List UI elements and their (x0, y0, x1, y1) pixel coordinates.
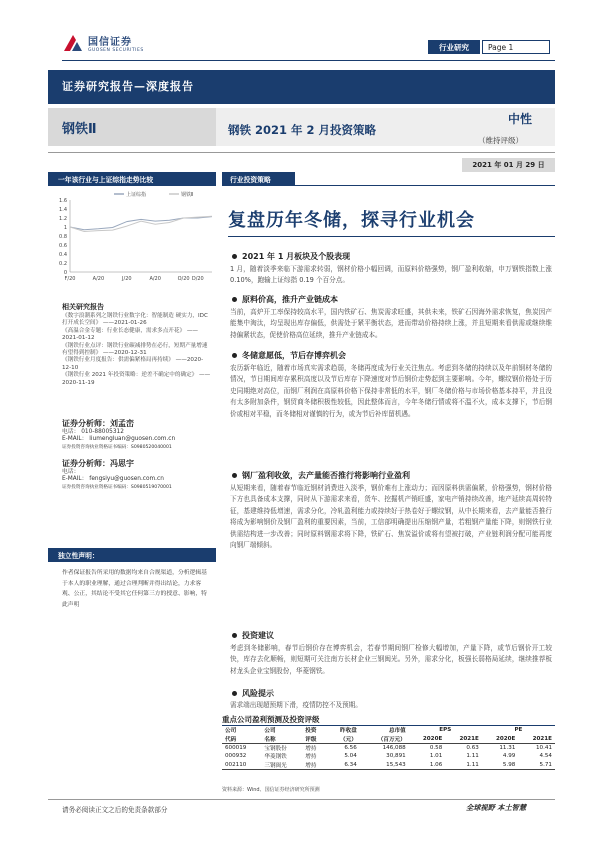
table-header-cell: 代码 (222, 734, 261, 743)
table-header-cell: 2020E (409, 734, 446, 743)
y-tick-label: 0.8 (59, 234, 67, 240)
section-text: 农历新年临近，随着市场真实需求趋弱，冬储再度成为行业关注焦点。考虑到冬储的持续以及年前钢材冬储的情况，节日期间库存累积高度以及节后库存下降速度对节后钢价走势起到主要影响。今年，螺纹钢价格处于历史同期绝对高位，而钢厂利润在高原料价格下保持非常低的水平，钢厂冬储价格与市场价格基本持平，并且没有太多附加条件，钢贸商冬储积极性较低，因此整体而言，今年冬储行情或将不温不火，成本支撑下，节后钢价或相对平稳，而冬储相对谨慎的行为，或为节后补库留机遇。 (230, 364, 552, 418)
table-cell: 6.34 (344, 761, 357, 768)
bullet-icon (232, 691, 237, 696)
table-cell: 0.58 (429, 744, 443, 751)
chart-heading: 一年该行业与上证综指走势比较 (48, 172, 216, 186)
x-tick-label: O/20 (177, 276, 190, 282)
y-tick-label: 0.4 (59, 252, 67, 258)
header-divider (62, 60, 555, 61)
table-cell: 1.06 (429, 761, 443, 768)
table-header-cell: （百万元） (360, 734, 409, 743)
table-cell: 4.54 (539, 753, 552, 760)
x-tick-label: J/20 (122, 276, 132, 282)
table-row (222, 743, 555, 752)
section-text: 需求端出现超预期下滑，疫情防控不及预期。 (230, 701, 362, 709)
analyst-name: 证券分析师：冯思宇 (62, 459, 134, 468)
table-cell: 三钢闽光 (264, 762, 287, 769)
analyst-2 (62, 458, 212, 491)
table-source: 资料来源：Wind、国信证券经济研究所预测 (222, 787, 320, 793)
y-tick-label: 1 (63, 225, 67, 231)
related-item[interactable]: 《钢铁行业点评：钢铁行业碳减排势在必行，短期产量增速有望得到控制》 ——2020-12-31 (62, 342, 208, 357)
table-cell: 11.31 (499, 744, 516, 751)
table-header-cell: 公司 (222, 726, 261, 735)
date-divider (48, 152, 555, 153)
related-item[interactable]: 《钢铁行业月度报告：供需偏紧格局再持续》 ——2020-12-10 (62, 357, 204, 371)
analyst-cert: 证券投资咨询执业资格证书编码：S0980520040001 (62, 444, 172, 450)
bullet-icon (232, 297, 237, 302)
headline-divider (228, 236, 555, 237)
table-cell: 宝钢股份 (264, 745, 287, 752)
table-header-cell: 评级 (302, 734, 327, 743)
logo-en-text: GUOSEN SECURITIES (88, 48, 144, 53)
related-item[interactable]: 《数字浪潮系列之钢铁行业数字化：智能制造 硬实力，IDC 打开成长空间》 ——2021-01-26 (62, 313, 208, 327)
independence-text: 作者保证报告所采用的数据均来自合规渠道，分析逻辑基于本人的职业理解，通过合理判断并得出结论，力求客观、公正，其结论不受其它任何第三方的授意、影响，特此声明 (62, 570, 207, 608)
footer-slogan: 全球视野 本土智慧 (466, 803, 527, 812)
logo-cn-text: 国信证券 (88, 37, 132, 48)
table-header-cell: 2021E (445, 734, 482, 743)
forecast-table (222, 725, 555, 770)
table-header-row (222, 734, 555, 743)
x-tick-label: A/20 (92, 276, 105, 282)
related-list (62, 313, 212, 387)
related-title: 相关研究报告 (62, 303, 104, 311)
table-cell: 1.11 (466, 761, 479, 768)
section-text: 1 月，随着淡季来临下游需求转弱，钢材价格小幅回调，而原料价格强势，钢厂盈利收缩，申万钢铁指数上涨 0.10%，跑输上证综指 0.19 个百分点。 (230, 265, 552, 285)
strategy-tag: 行业投资策略 (222, 172, 295, 185)
legend-label: 上证综指 (126, 192, 147, 198)
related-item[interactable]: 《钢铁行业 2021 年投资策略：逆差不确定中的确定》 ——2020-11-19 (62, 372, 211, 386)
section-text: 从短期来看，随着春节临近钢材消费进入淡季，钢价难有上涨动力；而因原料供需偏紧，价格强势，钢材价格下方也具备成本支撑，同时从下游需求来看，货车、挖掘机产销旺盛，家电产销持续改善，地产延续高周转特征，基建维持低增速，需求分化，冷轧盈利能力或持续好于热卷好于螺纹钢，从中长期来看，去产量能否推行将成为影响钢价及钢厂盈利的重要因素，当前，工信部明确提出压缩钢产量，若粗钢产量能下降，则钢铁行业供需结构进一步改善；同时原料钢需求将下降，铁矿石、焦炭溢价或将有望被打破，产业链利润分配可能再度向钢厂端倾斜。 (230, 484, 552, 550)
section-text: 当前，高炉开工率保持较高水平，国内铁矿石、焦炭需求旺盛，其供未来，铁矿石因海外需求恢复，焦炭因产能集中淘汰，均呈现出库存偏低，供需处于紧平衡状态，进而带动价格持续上涨，并且短期来看供需或继续维持偏紧状态，促使价格高位延续，推升产业链成本。 (230, 308, 552, 339)
page-number: Page 1 (482, 40, 550, 54)
table-header-cell: 投资 (302, 726, 327, 735)
report-type-tag: 行业研究 (428, 40, 480, 54)
sector-name: 钢铁Ⅱ (62, 122, 97, 137)
table-header-cell: EPS (409, 726, 482, 735)
table-cell: 增持 (305, 762, 317, 769)
table-header-cell: 名称 (261, 734, 302, 743)
x-tick-label: F/20 (64, 276, 76, 282)
analyst-1 (62, 418, 212, 451)
logo-mark-icon (62, 33, 84, 53)
y-tick-label: 0.6 (59, 243, 67, 249)
bullet-icon (232, 473, 237, 478)
report-date: 2021 年 01 月 29 日 (462, 158, 555, 172)
table-cell: 华菱钢铁 (264, 754, 287, 761)
section-title: 冬储意愿低，节后存博弈机会 (232, 350, 346, 361)
table-cell: 5.04 (344, 753, 357, 760)
rating-sub: （维持评级） (478, 136, 523, 145)
independence-heading: 独立性声明： (48, 548, 216, 562)
section-title: 钢厂盈利收敛，去产量能否推行将影响行业盈利 (232, 470, 410, 481)
table-cell: 15,543 (386, 761, 406, 768)
table-cell: 1.01 (429, 753, 443, 760)
x-tick-label: A/20 (149, 276, 161, 282)
rating: 中性 (508, 112, 533, 126)
analyst-cert: 证券投资咨询执业资格证书编码：S0980519070001 (62, 484, 172, 490)
table-header-cell: 昨收盘 (327, 726, 360, 735)
table-cell: 增持 (305, 754, 317, 761)
analyst-email[interactable]: E-MAIL： liumengluan@guosen.com.cn (62, 436, 176, 443)
table-title: 重点公司盈利预测及投资评级 (222, 715, 320, 724)
table-header-cell: PE (482, 726, 555, 735)
table-header-cell: 2021E (518, 734, 555, 743)
y-tick-label: 1.4 (59, 207, 67, 213)
y-tick-label: 0.2 (59, 261, 67, 267)
bullet-icon (232, 254, 237, 259)
table-cell: 5.98 (502, 761, 516, 768)
table-cell: 10.41 (535, 744, 552, 751)
table-header-row (222, 726, 555, 735)
table-cell: 002110 (225, 761, 247, 768)
x-tick-label: D/20 (191, 276, 204, 282)
table-row (222, 752, 555, 760)
table-cell: 000932 (225, 753, 247, 760)
y-tick-label: 1.2 (59, 216, 67, 222)
table-cell: 5.71 (539, 761, 552, 768)
analyst-tel: 电话： (62, 469, 80, 475)
series-line-0 (70, 217, 212, 230)
related-item[interactable]: 《高温合金专题：行业长态健康，需求多点开花》 ——2021-01-12 (62, 327, 199, 342)
footer-divider (48, 799, 555, 800)
legend-label: 钢铁Ⅱ (181, 192, 194, 198)
analyst-tel: 电话： 010-88005312 (62, 429, 124, 435)
y-tick-label: 1.6 (59, 198, 67, 204)
table-cell: 146,088 (382, 744, 406, 751)
section-text: 考虑到冬储影响，春节后钢价存在博弈机会，若春节期间钢厂检修大幅增加，产量下降，或节后钢价开工较快，库存去化顺畅，则短期可关注南方长材企业三钢闽光。另外，需求分化，板强长弱格局延续，继续推荐板材龙头企业宝钢股份，华菱钢铁。 (230, 644, 552, 675)
headline: 复盘历年冬储，探寻行业机会 (228, 210, 475, 231)
table-cell: 30,891 (386, 753, 406, 760)
table-header-cell: 总市值 (360, 726, 409, 735)
table-header-cell: 公司 (261, 726, 302, 735)
report-title: 钢铁 2021 年 2 月投资策略 (228, 123, 377, 137)
footer-disclaimer: 请务必阅读正文之后的免责条款部分 (62, 806, 168, 814)
table-cell: 增持 (305, 745, 317, 752)
bullet-icon (232, 633, 237, 638)
table-cell: 0.63 (466, 744, 479, 751)
section-title: 原料价高，推升产业链成本 (232, 294, 338, 305)
trend-chart (52, 188, 216, 286)
table-cell: 4.99 (502, 753, 516, 760)
section-title: 2021 年 1 月板块及个股表现 (232, 251, 350, 262)
analyst-name: 证券分析师：刘孟峦 (62, 419, 134, 428)
table-cell: 6.56 (344, 744, 357, 751)
table-header-cell: 2020E (482, 734, 519, 743)
table-header-cell: （元） (327, 734, 360, 743)
table-cell: 600019 (225, 744, 247, 751)
analyst-email[interactable]: E-MAIL： fengsiyu@guosen.com.cn (62, 476, 164, 483)
section-title: 投资建议 (232, 630, 274, 641)
band-title: 证券研究报告—深度报告 (62, 80, 194, 93)
strategy-divider (222, 185, 555, 186)
table-cell: 1.11 (466, 753, 479, 760)
section-title: 风险提示 (232, 688, 274, 699)
y-tick-label: 0 (63, 270, 67, 276)
bullet-icon (232, 353, 237, 358)
table-row (222, 761, 555, 770)
company-logo (62, 30, 154, 56)
